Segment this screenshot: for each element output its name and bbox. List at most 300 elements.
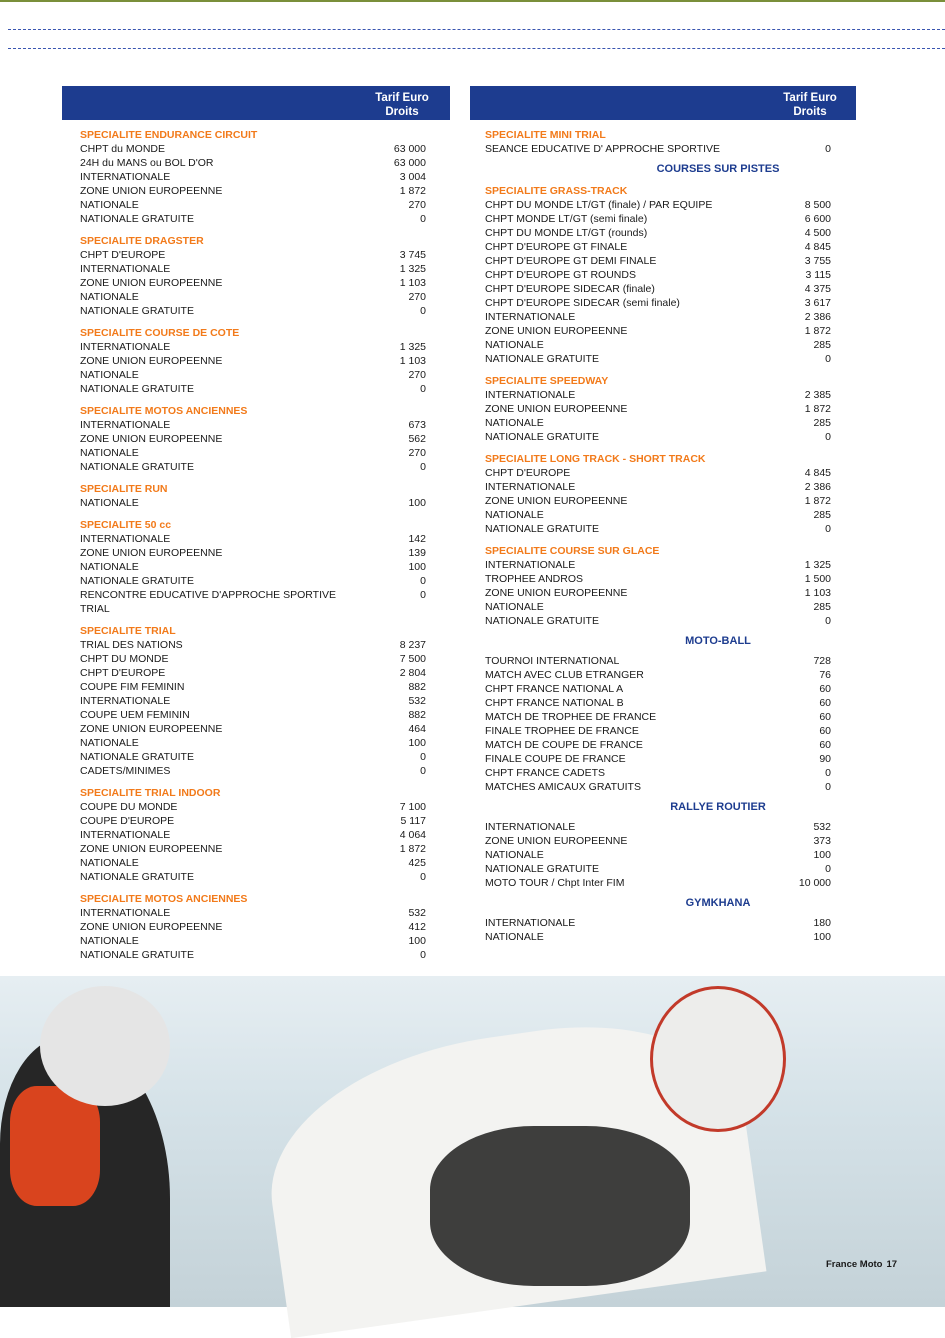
row-value: 0 <box>825 781 831 793</box>
row-value: 100 <box>408 737 426 749</box>
row-label: INTERNATIONALE <box>485 311 576 323</box>
table-row <box>485 766 831 780</box>
table-row <box>80 560 426 574</box>
row-label: MATCH DE TROPHEE DE FRANCE <box>485 711 657 723</box>
row-label: NATIONALE GRATUITE <box>80 305 194 317</box>
table-row <box>485 862 831 876</box>
category-heading: MOTO-BALL <box>685 635 751 647</box>
row-label: CHPT FRANCE NATIONAL B <box>485 697 624 709</box>
row-label: CHPT DU MONDE LT/GT (rounds) <box>485 227 648 239</box>
section-title: SPECIALITE TRIAL INDOOR <box>80 787 221 799</box>
row-value: 270 <box>408 369 426 381</box>
row-label: CHPT D'EUROPE <box>80 249 166 261</box>
row-value: 100 <box>408 561 426 573</box>
row-value: 1 325 <box>804 559 831 571</box>
row-label: CHPT D'EUROPE GT FINALE <box>485 241 628 253</box>
droits-label: Droits <box>385 106 419 118</box>
row-label: NATIONALE GRATUITE <box>80 949 194 961</box>
category-heading: GYMKHANA <box>685 897 751 909</box>
table-row <box>485 586 831 600</box>
row-label: NATIONALE GRATUITE <box>485 615 599 627</box>
row-label: INTERNATIONALE <box>80 695 171 707</box>
table-row <box>485 480 831 494</box>
row-value: 0 <box>420 575 426 587</box>
row-value: 285 <box>813 601 831 613</box>
row-value: 4 064 <box>399 829 426 841</box>
row-value: 60 <box>819 683 831 695</box>
row-label: NATIONALE <box>80 199 139 211</box>
table-row <box>485 930 831 944</box>
table-row <box>485 430 831 444</box>
row-label: NATIONALE GRATUITE <box>80 383 194 395</box>
table-row <box>485 820 831 834</box>
table-row <box>80 496 426 510</box>
table-row <box>485 614 831 628</box>
row-value: 63 000 <box>393 143 426 155</box>
row-label: NATIONALE <box>80 497 139 509</box>
row-value: 7 100 <box>399 801 426 813</box>
row-value: 0 <box>420 461 426 473</box>
row-label: ZONE UNION EUROPEENNE <box>80 433 223 445</box>
row-label: INTERNATIONALE <box>80 341 171 353</box>
table-row <box>80 340 426 354</box>
row-label: ZONE UNION EUROPEENNE <box>485 325 628 337</box>
row-label: INTERNATIONALE <box>80 419 171 431</box>
table-row <box>80 602 426 616</box>
row-value: 4 845 <box>804 241 831 253</box>
row-value: 0 <box>420 383 426 395</box>
row-label: ZONE UNION EUROPEENNE <box>80 185 223 197</box>
row-value: 3 115 <box>805 269 831 281</box>
row-value: 285 <box>813 509 831 521</box>
category-heading: COURSES SUR PISTES <box>656 163 780 175</box>
table-row <box>485 324 831 338</box>
page-number: 17 <box>886 1259 898 1270</box>
row-value: 882 <box>408 709 426 721</box>
row-label: CHPT D'EUROPE SIDECAR (finale) <box>485 283 655 295</box>
table-row <box>80 368 426 382</box>
row-value: 1 872 <box>804 495 831 507</box>
table-row <box>80 304 426 318</box>
row-value: 0 <box>825 353 831 365</box>
row-value: 0 <box>825 615 831 627</box>
row-label: NATIONALE <box>80 447 139 459</box>
table-row <box>485 600 831 614</box>
page-footer <box>826 1259 897 1270</box>
section-title: SPECIALITE SPEEDWAY <box>485 375 609 387</box>
row-label: NATIONALE GRATUITE <box>485 863 599 875</box>
row-value: 60 <box>819 725 831 737</box>
row-label: NATIONALE <box>80 561 139 573</box>
row-value: 10 000 <box>798 877 831 889</box>
row-label: COUPE DU MONDE <box>80 801 178 813</box>
table-row <box>485 352 831 366</box>
row-value: 0 <box>825 143 831 155</box>
row-label: TOURNOI INTERNATIONAL <box>485 655 620 667</box>
row-label: ZONE UNION EUROPEENNE <box>485 403 628 415</box>
table-row <box>80 588 426 602</box>
table-header-left <box>62 86 450 120</box>
table-row <box>485 738 831 752</box>
row-label: CHPT du MONDE <box>80 143 165 155</box>
table-row <box>485 848 831 862</box>
table-row <box>485 780 831 794</box>
row-value: 1 325 <box>399 263 426 275</box>
row-value: 1 872 <box>804 403 831 415</box>
table-row <box>485 198 831 212</box>
row-label: CADETS/MINIMES <box>80 765 171 777</box>
row-label: NATIONALE <box>485 509 544 521</box>
table-row <box>80 142 426 156</box>
row-label: FINALE COUPE DE FRANCE <box>485 753 626 765</box>
row-label: ZONE UNION EUROPEENNE <box>485 587 628 599</box>
row-value: 3 004 <box>399 171 426 183</box>
table-row <box>80 184 426 198</box>
row-label: ZONE UNION EUROPEENNE <box>80 355 223 367</box>
row-value: 882 <box>408 681 426 693</box>
table-row <box>485 296 831 310</box>
section-title: SPECIALITE COURSE SUR GLACE <box>485 545 660 557</box>
table-row <box>80 800 426 814</box>
table-row <box>80 170 426 184</box>
table-row <box>485 710 831 724</box>
section-title: SPECIALITE MINI TRIAL <box>485 129 606 141</box>
row-label: INTERNATIONALE <box>485 481 576 493</box>
row-value: 3 755 <box>804 255 831 267</box>
row-value: 0 <box>420 589 426 601</box>
table-row <box>485 254 831 268</box>
row-value: 0 <box>825 523 831 535</box>
row-label: CHPT DU MONDE LT/GT (finale) / PAR EQUIPE <box>485 199 713 211</box>
row-label: CHPT D'EUROPE GT ROUNDS <box>485 269 636 281</box>
row-value: 100 <box>813 931 831 943</box>
row-value: 180 <box>813 917 831 929</box>
row-label: INTERNATIONALE <box>485 821 576 833</box>
table-row <box>80 708 426 722</box>
row-label: NATIONALE <box>80 857 139 869</box>
table-row <box>80 290 426 304</box>
row-value: 2 386 <box>804 481 831 493</box>
table-row <box>485 724 831 738</box>
table-row <box>80 694 426 708</box>
row-value: 1 500 <box>804 573 831 585</box>
row-label: NATIONALE GRATUITE <box>485 523 599 535</box>
row-value: 3 617 <box>804 297 831 309</box>
row-label: NATIONALE <box>485 417 544 429</box>
row-value: 5 117 <box>400 815 426 827</box>
table-row <box>80 828 426 842</box>
row-value: 3 745 <box>399 249 426 261</box>
row-value: 0 <box>825 863 831 875</box>
row-value: 1 872 <box>399 185 426 197</box>
row-label: COUPE UEM FEMININ <box>80 709 190 721</box>
row-label: INTERNATIONALE <box>80 829 171 841</box>
table-row <box>80 156 426 170</box>
tarif-euro-label: Tarif Euro <box>375 92 429 104</box>
row-label: NATIONALE <box>80 737 139 749</box>
row-label: ZONE UNION EUROPEENNE <box>80 921 223 933</box>
section-title: SPECIALITE 50 cc <box>80 519 172 531</box>
magazine-name: France Moto <box>826 1259 883 1270</box>
row-label: NATIONALE GRATUITE <box>80 751 194 763</box>
table-row <box>485 522 831 536</box>
row-label: FINALE TROPHEE DE FRANCE <box>485 725 639 737</box>
top-rule <box>0 0 945 2</box>
table-row <box>485 268 831 282</box>
right-column <box>485 128 831 944</box>
section-title: SPECIALITE DRAGSTER <box>80 235 204 247</box>
table-row <box>485 668 831 682</box>
row-label: RENCONTRE EDUCATIVE D'APPROCHE SPORTIVE <box>80 589 336 601</box>
table-row <box>80 638 426 652</box>
row-value: 673 <box>408 419 426 431</box>
table-row <box>485 572 831 586</box>
row-value: 532 <box>408 695 426 707</box>
table-row <box>80 906 426 920</box>
row-value: 728 <box>813 655 831 667</box>
row-value: 1 872 <box>804 325 831 337</box>
left-column <box>80 128 426 962</box>
table-row <box>485 752 831 766</box>
row-label: TRIAL <box>80 603 110 615</box>
row-value: 8 500 <box>804 199 831 211</box>
table-row <box>80 546 426 560</box>
table-row <box>485 558 831 572</box>
row-label: 24H du MANS ou BOL D'OR <box>80 157 214 169</box>
table-row <box>80 934 426 948</box>
row-label: INTERNATIONALE <box>80 533 171 545</box>
section-title: SPECIALITE MOTOS ANCIENNES <box>80 893 248 905</box>
section-title: SPECIALITE LONG TRACK - SHORT TRACK <box>485 453 706 465</box>
row-label: COUPE FIM FEMININ <box>80 681 185 693</box>
row-value: 532 <box>813 821 831 833</box>
row-label: INTERNATIONALE <box>485 917 576 929</box>
row-label: ZONE UNION EUROPEENNE <box>80 723 223 735</box>
row-label: NATIONALE <box>485 849 544 861</box>
table-row <box>80 574 426 588</box>
row-value: 532 <box>408 907 426 919</box>
row-label: ZONE UNION EUROPEENNE <box>80 547 223 559</box>
row-value: 464 <box>408 723 426 735</box>
table-header-right <box>470 86 856 120</box>
row-value: 0 <box>420 949 426 961</box>
row-label: CHPT FRANCE NATIONAL A <box>485 683 624 695</box>
tarif-euro-label: Tarif Euro <box>783 92 837 104</box>
row-value: 60 <box>819 697 831 709</box>
table-row <box>485 240 831 254</box>
table-row <box>80 276 426 290</box>
droits-label: Droits <box>793 106 827 118</box>
table-row <box>80 382 426 396</box>
section-title: SPECIALITE GRASS-TRACK <box>485 185 628 197</box>
row-value: 100 <box>408 935 426 947</box>
row-label: COUPE D'EUROPE <box>80 815 175 827</box>
table-row <box>485 834 831 848</box>
row-label: NATIONALE GRATUITE <box>485 431 599 443</box>
row-label: CHPT MONDE LT/GT (semi finale) <box>485 213 648 225</box>
row-label: NATIONALE GRATUITE <box>80 461 194 473</box>
row-value: 76 <box>819 669 831 681</box>
row-value: 60 <box>819 739 831 751</box>
row-label: NATIONALE GRATUITE <box>80 213 194 225</box>
row-value: 270 <box>408 447 426 459</box>
row-label: NATIONALE <box>80 291 139 303</box>
table-row <box>80 814 426 828</box>
table-row <box>80 736 426 750</box>
row-value: 4 375 <box>804 283 831 295</box>
row-label: CHPT D'EUROPE <box>80 667 166 679</box>
row-label: SEANCE EDUCATIVE D' APPROCHE SPORTIVE <box>485 143 721 155</box>
row-label: TROPHEE ANDROS <box>485 573 584 585</box>
row-label: NATIONALE <box>80 935 139 947</box>
row-value: 270 <box>408 291 426 303</box>
table-row <box>80 418 426 432</box>
table-row <box>80 532 426 546</box>
row-value: 1 103 <box>804 587 831 599</box>
row-label: NATIONALE GRATUITE <box>80 575 194 587</box>
row-value: 60 <box>819 711 831 723</box>
table-row <box>485 310 831 324</box>
table-row <box>80 680 426 694</box>
row-label: NATIONALE GRATUITE <box>80 871 194 883</box>
row-value: 63 000 <box>393 157 426 169</box>
table-row <box>80 262 426 276</box>
row-label: ZONE UNION EUROPEENNE <box>80 843 223 855</box>
dashed-rule-top <box>8 29 945 30</box>
section-title: SPECIALITE RUN <box>80 483 168 495</box>
row-value: 2 804 <box>399 667 426 679</box>
row-value: 100 <box>813 849 831 861</box>
table-row <box>80 842 426 856</box>
row-label: INTERNATIONALE <box>485 389 576 401</box>
table-row <box>80 432 426 446</box>
table-row <box>80 198 426 212</box>
row-label: NATIONALE <box>485 931 544 943</box>
row-value: 2 386 <box>804 311 831 323</box>
row-value: 6 600 <box>804 213 831 225</box>
row-label: MATCH AVEC CLUB ETRANGER <box>485 669 644 681</box>
row-label: INTERNATIONALE <box>80 171 171 183</box>
row-value: 0 <box>825 431 831 443</box>
table-row <box>485 916 831 930</box>
table-row <box>485 338 831 352</box>
row-value: 562 <box>408 433 426 445</box>
row-value: 0 <box>420 765 426 777</box>
table-row <box>80 248 426 262</box>
row-value: 4 845 <box>804 467 831 479</box>
row-label: ZONE UNION EUROPEENNE <box>80 277 223 289</box>
row-value: 1 325 <box>399 341 426 353</box>
row-value: 0 <box>420 305 426 317</box>
row-label: INTERNATIONALE <box>80 263 171 275</box>
table-row <box>485 142 831 156</box>
row-label: INTERNATIONALE <box>80 907 171 919</box>
row-label: INTERNATIONALE <box>485 559 576 571</box>
row-label: ZONE UNION EUROPEENNE <box>485 835 628 847</box>
row-label: NATIONALE <box>80 369 139 381</box>
row-label: CHPT FRANCE CADETS <box>485 767 605 779</box>
table-row <box>485 212 831 226</box>
table-row <box>485 494 831 508</box>
section-title: SPECIALITE TRIAL <box>80 625 176 637</box>
table-row <box>485 876 831 890</box>
row-label: ZONE UNION EUROPEENNE <box>485 495 628 507</box>
row-value: 412 <box>408 921 426 933</box>
row-value: 8 237 <box>399 639 426 651</box>
row-value: 425 <box>408 857 426 869</box>
row-value: 100 <box>408 497 426 509</box>
row-value: 1 872 <box>399 843 426 855</box>
row-value: 373 <box>813 835 831 847</box>
row-value: 4 500 <box>804 227 831 239</box>
table-row <box>485 416 831 430</box>
table-row <box>485 682 831 696</box>
table-row <box>80 212 426 226</box>
table-row <box>485 466 831 480</box>
dashed-rule-bottom <box>8 48 945 49</box>
row-label: CHPT D'EUROPE GT DEMI FINALE <box>485 255 657 267</box>
row-value: 0 <box>420 751 426 763</box>
row-label: TRIAL DES NATIONS <box>80 639 183 651</box>
table-row <box>485 508 831 522</box>
row-value: 0 <box>825 767 831 779</box>
table-row <box>485 402 831 416</box>
row-label: MATCH DE COUPE DE FRANCE <box>485 739 643 751</box>
section-title: SPECIALITE ENDURANCE CIRCUIT <box>80 129 258 141</box>
table-row <box>80 856 426 870</box>
table-row <box>485 282 831 296</box>
table-row <box>80 948 426 962</box>
section-title: SPECIALITE COURSE DE COTE <box>80 327 240 339</box>
category-heading: RALLYE ROUTIER <box>670 801 766 813</box>
row-value: 2 385 <box>804 389 831 401</box>
row-value: 285 <box>813 417 831 429</box>
motorcycle-photo <box>0 976 945 1307</box>
table-row <box>80 750 426 764</box>
row-value: 1 103 <box>399 355 426 367</box>
row-label: CHPT D'EUROPE <box>485 467 571 479</box>
row-label: CHPT DU MONDE <box>80 653 169 665</box>
table-row <box>80 722 426 736</box>
row-value: 0 <box>420 871 426 883</box>
row-value: 285 <box>813 339 831 351</box>
row-value: 142 <box>408 533 426 545</box>
table-row <box>80 920 426 934</box>
row-label: MATCHES AMICAUX GRATUITS <box>485 781 641 793</box>
row-value: 270 <box>408 199 426 211</box>
table-row <box>485 388 831 402</box>
table-row <box>80 870 426 884</box>
row-value: 90 <box>819 753 831 765</box>
row-value: 7 500 <box>399 653 426 665</box>
table-row <box>485 226 831 240</box>
row-label: NATIONALE <box>485 601 544 613</box>
row-label: NATIONALE GRATUITE <box>485 353 599 365</box>
row-value: 139 <box>408 547 426 559</box>
table-row <box>485 696 831 710</box>
row-value: 0 <box>420 213 426 225</box>
row-label: CHPT D'EUROPE SIDECAR (semi finale) <box>485 297 680 309</box>
table-row <box>485 654 831 668</box>
table-row <box>80 460 426 474</box>
table-row <box>80 446 426 460</box>
row-value: 1 103 <box>399 277 426 289</box>
row-label: MOTO TOUR / Chpt Inter FIM <box>485 877 625 889</box>
table-row <box>80 764 426 778</box>
table-row <box>80 354 426 368</box>
section-title: SPECIALITE MOTOS ANCIENNES <box>80 405 248 417</box>
table-row <box>80 666 426 680</box>
